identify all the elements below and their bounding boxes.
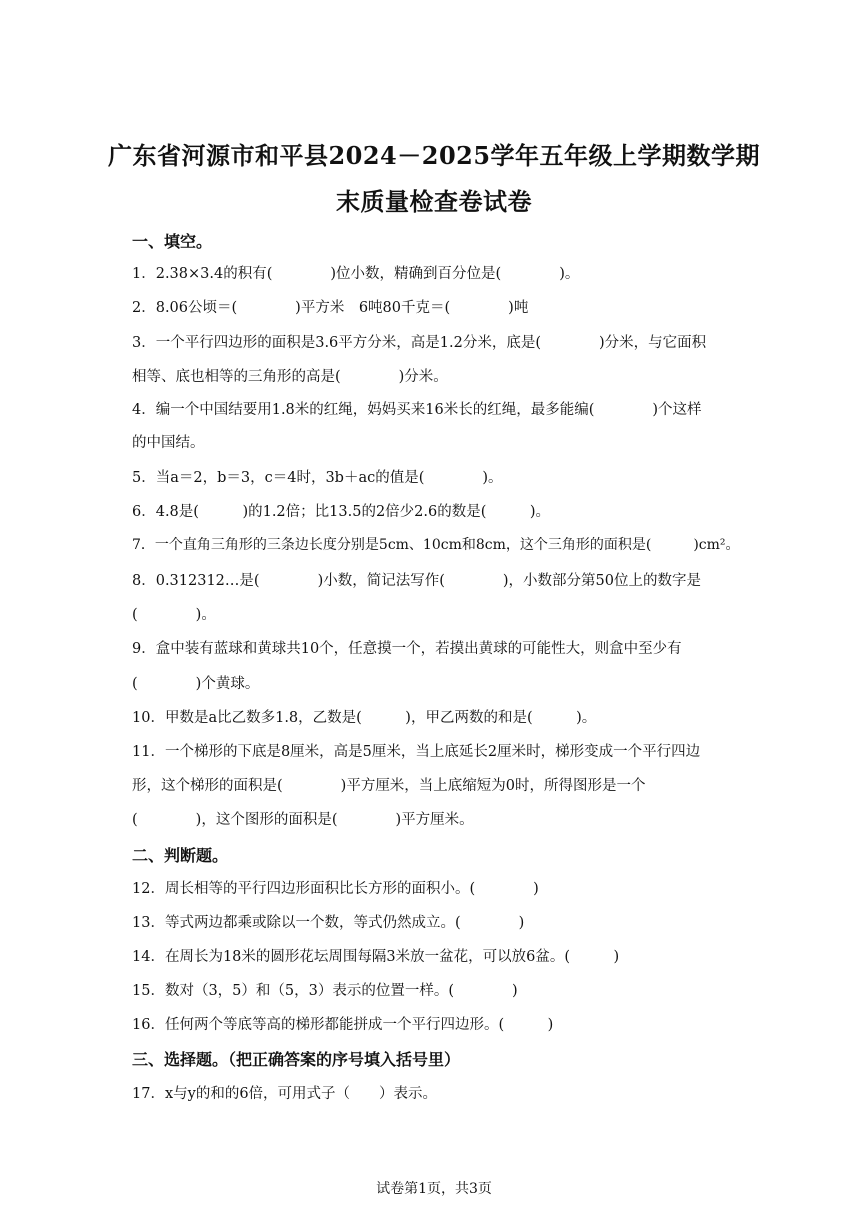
question-line: 3．一个平行四边形的面积是3.6平方分米，高是1.2分米，底是( )分米，与它面积 [132, 335, 707, 351]
question-line: 2．8.06公顷＝( )平方米 6吨80千克＝( )吨 [132, 300, 529, 316]
question-line: 9．盒中装有蓝球和黄球共10个，任意摸一个，若摸出黄球的可能性大，则盒中至少有 [132, 641, 682, 657]
question-line: 16．任何两个等底等高的梯形都能拼成一个平行四边形。( ) [132, 1017, 554, 1033]
question-line: ( )，这个图形的面积是( )平方厘米。 [132, 812, 474, 828]
exam-title-line-1: 广东省河源市和平县2024－2025学年五年级上学期数学期 [107, 141, 761, 170]
question-line: 相等、底也相等的三角形的高是( )分米。 [132, 369, 448, 385]
question-line: 7．一个直角三角形的三条边长度分别是5cm、10cm和8cm，这个三角形的面积是( )cm²。 [132, 537, 740, 553]
question-line: 形，这个梯形的面积是( )平方厘米，当上底缩短为0时，所得图形是一个 [132, 778, 646, 794]
page-footer: 试卷第1页，共3页 [376, 1181, 492, 1197]
question-line: 6．4.8是( )的1.2倍；比13.5的2倍少2.6的数是( )。 [132, 504, 551, 520]
question-line: 14．在周长为18米的圆形花坛周围每隔3米放一盆花，可以放6盆。( ) [132, 949, 620, 965]
question-line: 15．数对（3，5）和（5，3）表示的位置一样。( ) [132, 983, 518, 999]
question-line: ( )个黄球。 [132, 676, 260, 692]
question-line: 8．0.312312…是( )小数，简记法写作( )，小数部分第50位上的数字是 [132, 573, 701, 589]
question-line: 4．编一个中国结要用1.8米的红绳，妈妈买来16米长的红绳，最多能编( )个这样 [132, 402, 702, 418]
question-line: 的中国结。 [132, 435, 205, 451]
question-line: ( )。 [132, 607, 216, 623]
question-line: 1．2.38×3.4的积有( )位小数，精确到百分位是( )。 [132, 266, 580, 282]
question-line: 12．周长相等的平行四边形面积比长方形的面积小。( ) [132, 881, 539, 897]
question-line: 5．当a＝2，b＝3，c＝4时，3b＋ac的值是( )。 [132, 470, 503, 486]
exam-title-line-2: 末质量检查卷试卷 [336, 187, 532, 216]
section-heading-fill-blank: 一、填空。 [132, 232, 213, 251]
question-line: 10．甲数是a比乙数多1.8，乙数是( )，甲乙两数的和是( )。 [132, 710, 597, 726]
section-heading-true-false: 二、判断题。 [132, 846, 229, 865]
question-line: 17．x与y的和的6倍，可用式子（ ）表示。 [132, 1086, 438, 1102]
section-heading-multiple-choice: 三、选择题。（把正确答案的序号填入括号里） [132, 1050, 461, 1069]
question-line: 11．一个梯形的下底是8厘米，高是5厘米，当上底延长2厘米时，梯形变成一个平行四边 [132, 744, 701, 760]
question-line: 13．等式两边都乘或除以一个数，等式仍然成立。( ) [132, 915, 525, 931]
